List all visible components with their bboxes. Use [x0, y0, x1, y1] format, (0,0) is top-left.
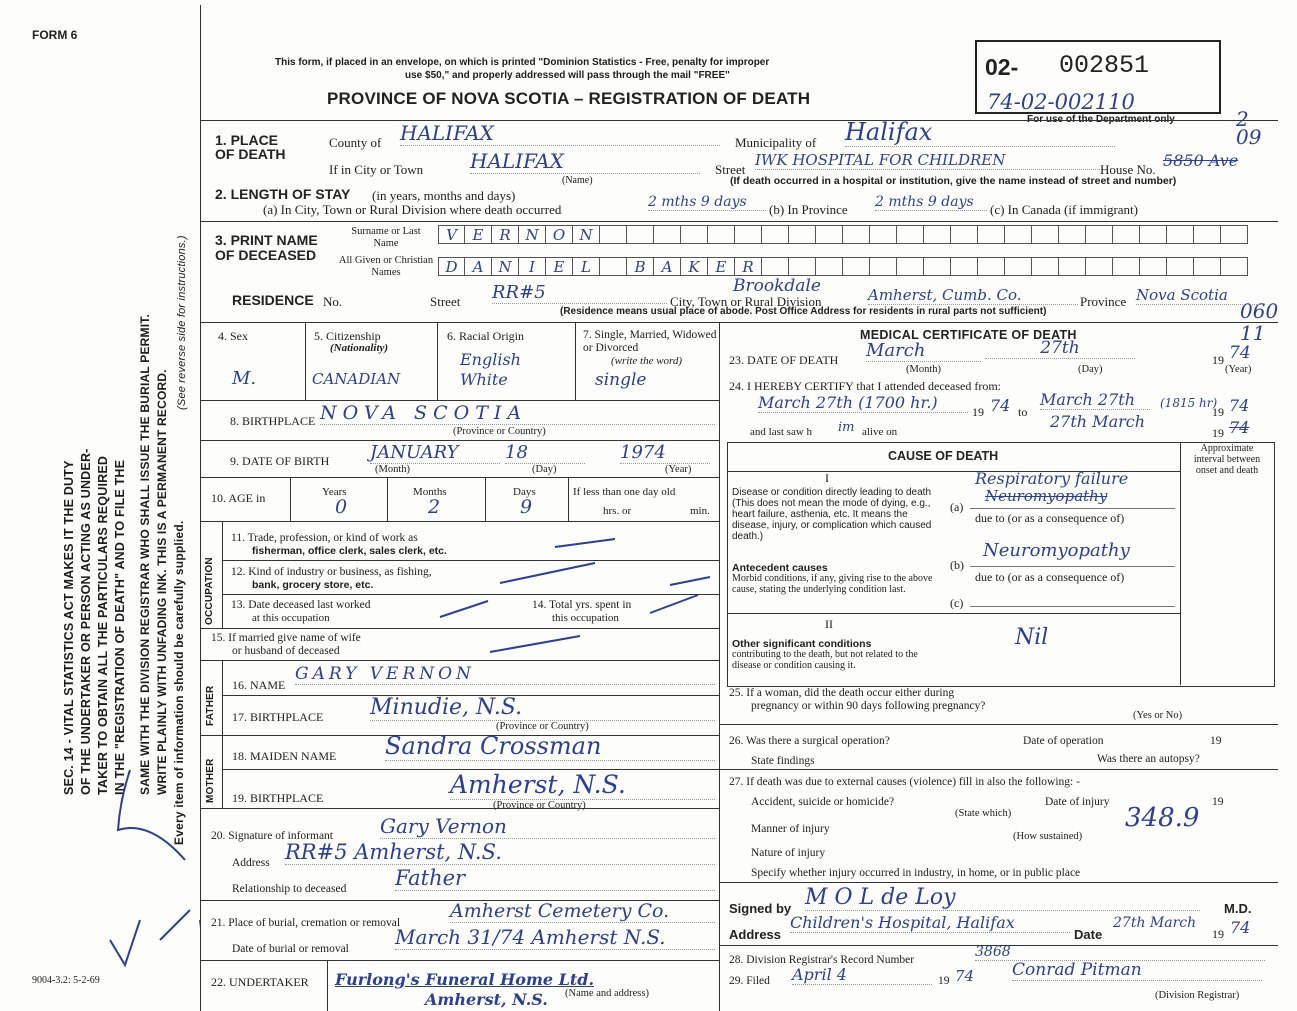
- q11-hint: fisherman, office clerk, sales clerk, etc.: [252, 545, 447, 557]
- burial-place: Amherst Cemetery Co.: [450, 900, 715, 923]
- direct-cause-text: Disease or condition directly leading to death (This does not mean the mode of dying, e.g., heart failure, asthenia, etc. It means the disease, injury, or complication which caused death.): [732, 487, 932, 542]
- place-note: (If death occurred in a hospital or institution, give the name instead of street and number): [730, 175, 1177, 187]
- death-year-hint: (Year): [1225, 364, 1252, 375]
- rule: [200, 322, 1278, 323]
- residence-city: Amherst, Cumb. Co.: [868, 286, 1078, 305]
- surname-letter: N: [573, 225, 600, 244]
- given-letter: R: [735, 257, 762, 276]
- attended-to-year: 74: [1229, 396, 1250, 415]
- occupation-side-label: OCCUPATION: [204, 557, 215, 625]
- signature-year: 74: [1230, 918, 1251, 937]
- q12-hint: bank, grocery store, etc.: [252, 579, 374, 591]
- q13-hint: at this occupation: [252, 612, 330, 624]
- undertaker-hint: (Name and address): [565, 988, 649, 999]
- dob-month: JANUARY: [370, 442, 500, 464]
- marital-hint: (write the word): [611, 355, 683, 367]
- dob-day: 18: [505, 442, 585, 464]
- residence-prov-label: Province: [1080, 294, 1127, 309]
- father-side-label: FATHER: [205, 685, 216, 726]
- city-value: HALIFAX: [470, 149, 700, 174]
- rule: [200, 221, 1278, 222]
- last-saw-date: 27th March: [1050, 412, 1146, 431]
- residence-street-label: Street: [430, 294, 461, 309]
- q25-label: 25. If a woman, did the death occur either during: [729, 687, 955, 699]
- street-value: IWK HOSPITAL FOR CHILDREN: [755, 151, 1100, 170]
- undertaker-label: 22. UNDERTAKER: [211, 975, 309, 989]
- last-saw-alive-label: alive on: [862, 426, 898, 438]
- side-text-8: (See reverse side for instructions.): [176, 235, 188, 410]
- side-text-1: SEC. 14 - VITAL STATISTICS ACT MAKES IT THE DUTY: [62, 460, 76, 795]
- father-name-label: 16. NAME: [232, 678, 286, 692]
- death-year-prefix: 19: [1212, 353, 1224, 367]
- margin-code-1: 2 09: [1236, 107, 1262, 149]
- side-text-3: TAKER TO OBTAIN ALL THE PARTICULARS REQUIRED: [96, 455, 110, 795]
- q27-label: 27. If death was due to external causes (violence) fill in also the following: -: [729, 776, 1080, 788]
- registrar-hint: (Division Registrar): [1155, 990, 1240, 1001]
- citizenship-hint: (Nationality): [330, 342, 389, 354]
- operation-year-prefix: 19: [1210, 735, 1222, 747]
- age-days-head: Days: [513, 486, 536, 498]
- cause-part-one: I: [825, 471, 829, 485]
- residence-street: RR#5: [492, 282, 667, 304]
- form-label: FORM 6: [32, 28, 78, 42]
- q14-label: 14. Total yrs. spent in: [532, 599, 632, 611]
- stay-a-label: (a) In City, Town or Rural Division where death occurred: [263, 202, 562, 217]
- age-months-head: Months: [413, 486, 447, 498]
- residence-city-label: City, Town or Rural Division: [670, 294, 822, 309]
- antecedent-text: Morbid conditions, if any, giving rise to the above cause, stating the underlying condition last.: [732, 573, 933, 595]
- form-left-border: [200, 5, 201, 1011]
- informant-address: RR#5 Amherst, N.S.: [285, 840, 715, 865]
- marital-value: single: [595, 370, 647, 390]
- registration-number-box: [975, 40, 1221, 114]
- citizenship-value: CANADIAN: [312, 370, 401, 388]
- form-code: 9004-3.2: 5-2-69: [32, 975, 100, 986]
- birthplace-hint: (Province or Country): [453, 426, 546, 437]
- injury-year-prefix: 19: [1212, 796, 1224, 808]
- reg-number: 002851: [1059, 51, 1150, 80]
- operation-date-label: Date of operation: [1023, 735, 1104, 747]
- last-saw-label: and last saw h: [750, 426, 813, 438]
- muni-label: Municipality of: [735, 135, 817, 150]
- given-letter: B: [627, 257, 654, 276]
- attended-to-time: (1815 hr): [1160, 396, 1218, 410]
- how-sustained-hint: (How sustained): [1013, 831, 1083, 842]
- residence-note: (Residence means usual place of abode. Post Office Address for residents in rural parts not sufficient): [560, 306, 1047, 317]
- county-value: HALIFAX: [400, 121, 720, 146]
- death-month-hint: (Month): [906, 364, 941, 375]
- race-value: English White: [460, 350, 521, 389]
- dob-year-hint: (Year): [665, 464, 692, 475]
- side-text-2: OF THE UNDERTAKER OR PERSON ACTING AS UNDER-: [79, 448, 93, 795]
- filed-year-prefix: 19: [938, 975, 950, 987]
- stay-hint: (in years, months and days): [372, 188, 516, 203]
- findings-label: State findings: [751, 755, 815, 767]
- pen-scribble: [90, 740, 200, 970]
- mother-side-label: MOTHER: [205, 758, 216, 803]
- name-hint: (Name): [562, 175, 593, 186]
- margin-code-2: 060 11: [1240, 299, 1279, 345]
- side-text-6: WRITE PLAINLY WITH UNFADING INK. THIS IS A PERMANENT RECORD.: [155, 369, 169, 795]
- less-than-day: If less than one day old: [573, 486, 676, 498]
- accident-label: Accident, suicide or homicide?: [751, 796, 895, 808]
- marital-label: 7. Single, Married, Widowed or Divorced: [583, 329, 717, 354]
- other-conditions-value: Nil: [1015, 625, 1049, 650]
- undertaker-address: Amherst, N.S.: [425, 990, 548, 1009]
- given-letter: E: [546, 257, 573, 276]
- death-day: 27th: [985, 338, 1135, 359]
- stay-label: 2. LENGTH OF STAY: [215, 186, 351, 202]
- mother-birthplace-label: 19. BIRTHPLACE: [232, 791, 324, 805]
- birthplace-label: 8. BIRTHPLACE: [230, 414, 316, 428]
- given-letter: A: [654, 257, 681, 276]
- given-letter: E: [708, 257, 735, 276]
- cause-part-two: II: [825, 617, 833, 631]
- burial-date-label: Date of burial or removal: [232, 943, 349, 955]
- age-label: 10. AGE in: [211, 491, 266, 505]
- city-label: If in City or Town: [329, 162, 424, 177]
- stay-b-label: (b) In Province: [769, 202, 848, 217]
- mother-maiden-label: 18. MAIDEN NAME: [232, 749, 337, 763]
- county-label: County of: [329, 135, 382, 150]
- cause-code: 348.9: [1125, 803, 1200, 833]
- place-label: 1. PLACE OF DEATH: [215, 132, 286, 162]
- cause-b-label: (b): [950, 558, 964, 572]
- burial-place-label: 21. Place of burial, cremation or removal: [211, 917, 401, 929]
- given-letter: A: [465, 257, 492, 276]
- signed-by-label: Signed by: [729, 901, 792, 916]
- registrar-record-number: 3868: [975, 944, 1265, 961]
- side-text-5: SAME WITH THE DIVISION REGISTRAR WHO SHALL ISSUE THE BURIAL PERMIT.: [138, 314, 152, 795]
- last-saw-pronoun: im: [838, 420, 855, 435]
- burial-date: March 31/74 Amherst N.S.: [395, 925, 715, 950]
- registrar-signature: Conrad Pitman: [1012, 960, 1262, 981]
- approx-interval-head: Approximate interval between onset and death: [1193, 443, 1261, 476]
- surname-letter: E: [465, 225, 492, 244]
- father-name: GARY VERNON: [295, 664, 715, 685]
- q25-label-2: pregnancy or within 90 days following pregnancy?: [751, 700, 986, 712]
- signature-date: 27th March: [1113, 915, 1197, 931]
- given-letter: [600, 257, 627, 276]
- residence-city-pre: Brookdale: [733, 276, 821, 296]
- side-text-4: IN THE "REGISTRATION OF DEATH" AND TO FILE THE: [113, 459, 127, 795]
- attended-from-year: 74: [990, 396, 1011, 415]
- q29-label: 29. Filed: [729, 975, 770, 987]
- stay-a-value: 2 mths 9 days: [648, 194, 766, 211]
- mother-birthplace: Amherst, N.S.: [450, 770, 715, 800]
- sex-value: M.: [232, 368, 257, 389]
- death-day-hint: (Day): [1078, 364, 1103, 375]
- attended-to-year-prefix: 19: [1212, 405, 1224, 419]
- q15-hint: or husband of deceased: [232, 645, 340, 657]
- given-letter: I: [519, 257, 546, 276]
- signature-date-label: Date: [1074, 927, 1103, 942]
- dob-day-hint: (Day): [532, 464, 557, 475]
- house-label: House No.: [1100, 162, 1156, 177]
- antecedent-label: Antecedent causes: [732, 562, 828, 574]
- father-birthplace-hint: (Province or Country): [496, 721, 589, 732]
- q24-label: 24. I HEREBY CERTIFY that I attended deceased from:: [729, 379, 1001, 393]
- informant-relationship-label: Relationship to deceased: [232, 883, 347, 895]
- dob-label: 9. DATE OF BIRTH: [230, 454, 330, 468]
- given-letter: K: [681, 257, 708, 276]
- last-saw-year: 74: [1229, 418, 1250, 437]
- hours-label: hrs. or: [603, 505, 632, 517]
- other-conditions-label: Other significant conditions: [732, 638, 872, 650]
- given-letter: N: [492, 257, 519, 276]
- residence-label: RESIDENCE: [232, 292, 314, 308]
- signature-year-prefix: 19: [1212, 927, 1224, 941]
- death-year: 74: [1229, 343, 1251, 363]
- father-birthplace: Minudie, N.S.: [370, 695, 715, 721]
- dob-month-hint: (Month): [375, 464, 410, 475]
- informant-sig-label: 20. Signature of informant: [211, 830, 334, 842]
- occupation-dash-marks: [380, 525, 720, 625]
- dept-use: For use of the Department only: [1027, 114, 1175, 125]
- birthplace-value: NOVA SCOTIA: [320, 402, 715, 425]
- mother-maiden-name: Sandra Crossman: [385, 732, 715, 761]
- filed-year: 74: [955, 967, 975, 985]
- citizenship-label: 5. Citizenship: [314, 329, 381, 343]
- other-conditions-text: contributing to the death, but not related to the disease or condition causing it.: [732, 649, 918, 671]
- surname-letter: O: [546, 225, 573, 244]
- surname-boxes: [438, 225, 1248, 244]
- yes-no-hint: (Yes or No): [1133, 710, 1183, 721]
- father-birthplace-label: 17. BIRTHPLACE: [232, 710, 324, 724]
- q23-label: 23. DATE OF DEATH: [729, 353, 839, 367]
- autopsy-label: Was there an autopsy?: [1097, 753, 1200, 765]
- age-years-head: Years: [322, 486, 347, 498]
- cause-b: Neuromyopathy: [983, 540, 1130, 561]
- sex-label: 4. Sex: [218, 329, 248, 343]
- attended-to-connector: to: [1018, 405, 1028, 419]
- undertaker-name: Furlong's Funeral Home Ltd.: [335, 970, 595, 989]
- side-text-7: Every item of information should be carefully supplied.: [172, 520, 186, 845]
- surname-letter: R: [492, 225, 519, 244]
- due-to-1: due to (or as a consequence of): [975, 511, 1125, 525]
- residence-prov: Nova Scotia: [1136, 286, 1261, 305]
- specify-label: Specify whether injury occurred in industry, in home, or in public place: [751, 867, 1081, 879]
- given-letter: D: [438, 257, 465, 276]
- informant-signature: Gary Vernon: [380, 814, 715, 839]
- due-to-2: due to (or as a consequence of): [975, 570, 1125, 584]
- attended-from-year-prefix: 19: [972, 405, 984, 419]
- state-which-hint: (State which): [955, 808, 1012, 819]
- stay-c-label: (c) In Canada (if immigrant): [990, 202, 1138, 217]
- attended-from: March 27th (1700 hr.): [758, 393, 968, 413]
- name-label: 3. PRINT NAME OF DECEASED: [215, 232, 318, 263]
- q12-label: 12. Kind of industry or business, as fishing,: [231, 566, 432, 578]
- dob-year: 1974: [620, 442, 710, 464]
- minutes-label: min.: [690, 505, 710, 517]
- cause-a-struck: Neuromyopathy: [985, 487, 1108, 505]
- md-label: M.D.: [1224, 901, 1252, 916]
- given-label: All Given or Christian Names: [338, 255, 434, 278]
- injury-date-label: Date of injury: [1045, 796, 1110, 808]
- house-value: 5850 Ave: [1163, 151, 1239, 170]
- last-saw-year-prefix: 19: [1212, 426, 1224, 440]
- informant-address-label: Address: [232, 857, 270, 869]
- given-boxes: [438, 257, 1248, 276]
- reg-prefix: 02-: [985, 54, 1019, 80]
- q26-label: 26. Was there a surgical operation?: [729, 735, 890, 747]
- postal-notice-2: use $50," and properly addressed will pass through the mail "FREE": [405, 70, 730, 81]
- cause-title: CAUSE OF DEATH: [888, 449, 999, 463]
- q11-label: 11. Trade, profession, or kind of work as: [231, 532, 418, 544]
- muni-value: Halifax: [845, 118, 1115, 147]
- nature-label: Nature of injury: [751, 847, 826, 859]
- medical-title: MEDICAL CERTIFICATE OF DEATH: [860, 328, 1077, 342]
- q13-label: 13. Date deceased last worked: [231, 599, 371, 611]
- q14-hint: this occupation: [552, 612, 619, 624]
- cause-a: Respiratory failure: [975, 469, 1129, 488]
- address-label: Address: [729, 927, 782, 942]
- given-letter: L: [573, 257, 600, 276]
- age-months: 2: [428, 496, 441, 518]
- stay-b-value: 2 mths 9 days: [875, 194, 987, 211]
- death-month: March: [866, 340, 981, 362]
- physician-signature: M O L de Loy: [805, 885, 1200, 911]
- column-divider: [719, 322, 720, 1011]
- rule: [200, 120, 1278, 121]
- manner-label: Manner of injury: [751, 823, 830, 835]
- cause-a-label: (a): [950, 500, 964, 514]
- q15-label: 15. If married give name of wife: [211, 632, 361, 644]
- informant-relationship: Father: [395, 866, 715, 891]
- surname-label: Surname or Last Name: [351, 226, 421, 249]
- reg-hand-number: 74-02-002110: [987, 90, 1135, 114]
- cause-c-label: (c): [950, 596, 964, 610]
- residence-no-label: No.: [323, 294, 343, 309]
- filed-date: April 4: [792, 965, 932, 985]
- street-label: Street: [715, 162, 746, 177]
- surname-letter: N: [519, 225, 546, 244]
- page-title: PROVINCE OF NOVA SCOTIA – REGISTRATION OF DEATH: [327, 89, 811, 108]
- age-days: 9: [520, 496, 533, 518]
- q28-label: 28. Division Registrar's Record Number: [729, 954, 915, 966]
- mother-birthplace-hint: (Province or Country): [493, 800, 586, 811]
- surname-letter: V: [438, 225, 465, 244]
- race-label: 6. Racial Origin: [447, 329, 524, 343]
- age-years: 0: [335, 496, 348, 518]
- postal-notice-1: This form, if placed in an envelope, on which is printed "Dominion Statistics - Free, penalty for improper: [275, 57, 770, 68]
- attended-to: March 27th: [1040, 390, 1150, 410]
- physician-address: Children's Hospital, Halifax: [790, 913, 1070, 933]
